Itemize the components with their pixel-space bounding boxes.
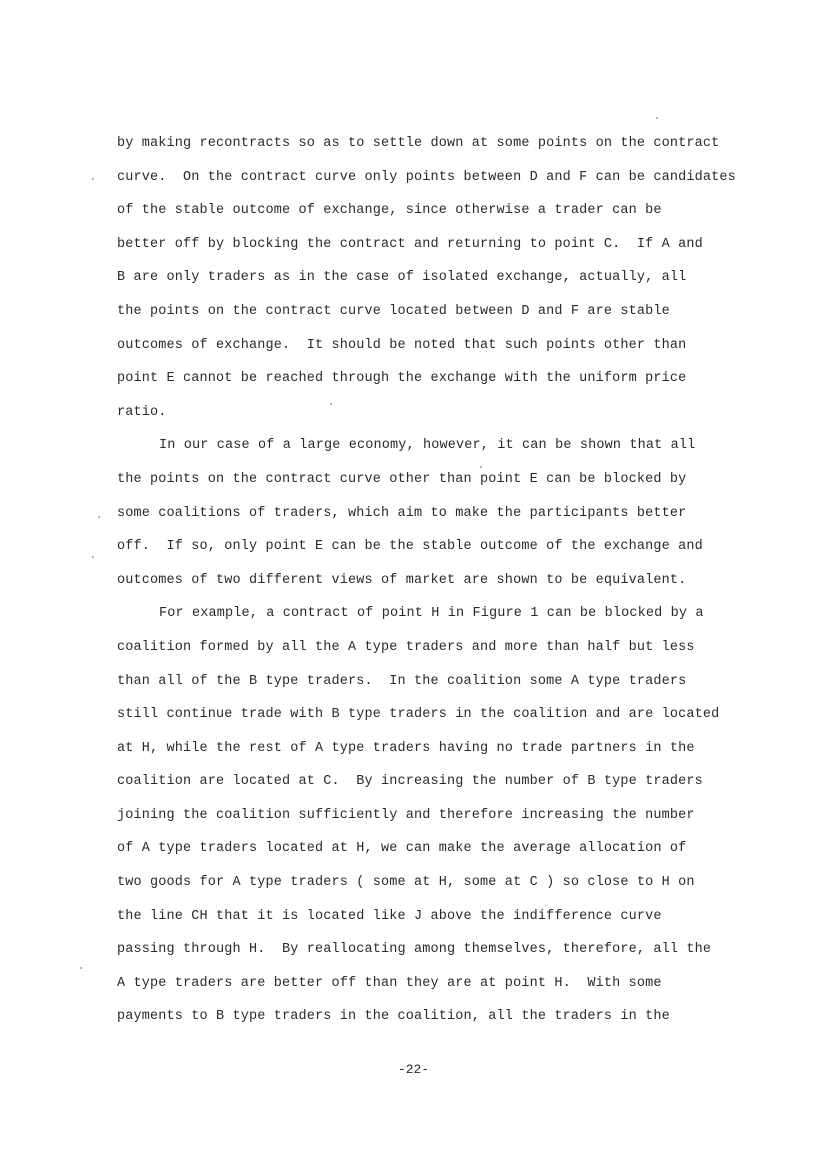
text-line: of the stable outcome of exchange, since otherwise a trader can be	[117, 203, 662, 219]
text-line: the line CH that it is located like J above the indifference curve	[117, 908, 662, 924]
text-line: still continue trade with B type traders in the coalition and are located	[117, 707, 720, 723]
text-line: payments to B type traders in the coalition, all the traders in the	[117, 1009, 670, 1025]
text-line: ratio.	[117, 404, 167, 420]
text-line: joining the coalition sufficiently and therefore increasing the number	[117, 807, 695, 823]
text-line: at H, while the rest of A type traders having no trade partners in the	[117, 740, 695, 756]
text-line: point E cannot be reached through the exchange with the uniform price	[117, 371, 687, 387]
text-line: some coalitions of traders, which aim to make the participants better	[117, 505, 687, 521]
scan-speck	[92, 556, 94, 558]
text-line: than all of the B type traders. In the coalition some A type traders	[117, 673, 687, 689]
text-line: curve. On the contract curve only points between D and F can be candidates	[117, 169, 736, 185]
body-text	[117, 130, 757, 1037]
text-line: coalition are located at C. By increasing the number of B type traders	[117, 774, 703, 790]
page-number: -22-	[397, 1062, 430, 1077]
text-line: the points on the contract curve other than point E can be blocked by	[117, 471, 687, 487]
text-line: In our case of a large economy, however, it can be shown that all	[159, 438, 696, 454]
scan-speck	[656, 117, 658, 119]
scan-speck	[80, 967, 82, 969]
text-line: outcomes of two different views of market are shown to be equivalent.	[117, 572, 687, 588]
text-line: by making recontracts so as to settle down at some points on the contract	[117, 136, 720, 151]
text-line: two goods for A type traders ( some at H, some at C ) so close to H on	[117, 875, 695, 891]
scan-speck	[92, 178, 94, 180]
text-line: better off by blocking the contract and returning to point C. If A and	[117, 236, 703, 252]
text-line: coalition formed by all the A type traders and more than half but less	[117, 639, 695, 655]
scan-speck	[98, 516, 100, 518]
text-line: the points on the contract curve located between D and F are stable	[117, 303, 670, 319]
text-line: For example, a contract of point H in Figure 1 can be blocked by a	[159, 606, 704, 622]
text-line: off. If so, only point E can be the stable outcome of the exchange and	[117, 539, 703, 555]
text-line: B are only traders as in the case of isolated exchange, actually, all	[117, 270, 687, 286]
text-line: passing through H. By reallocating among themselves, therefore, all the	[117, 942, 712, 958]
text-line: outcomes of exchange. It should be noted that such points other than	[117, 337, 687, 353]
text-line: of A type traders located at H, we can make the average allocation of	[117, 841, 687, 857]
text-line: A type traders are better off than they are at point H. With some	[117, 975, 662, 991]
